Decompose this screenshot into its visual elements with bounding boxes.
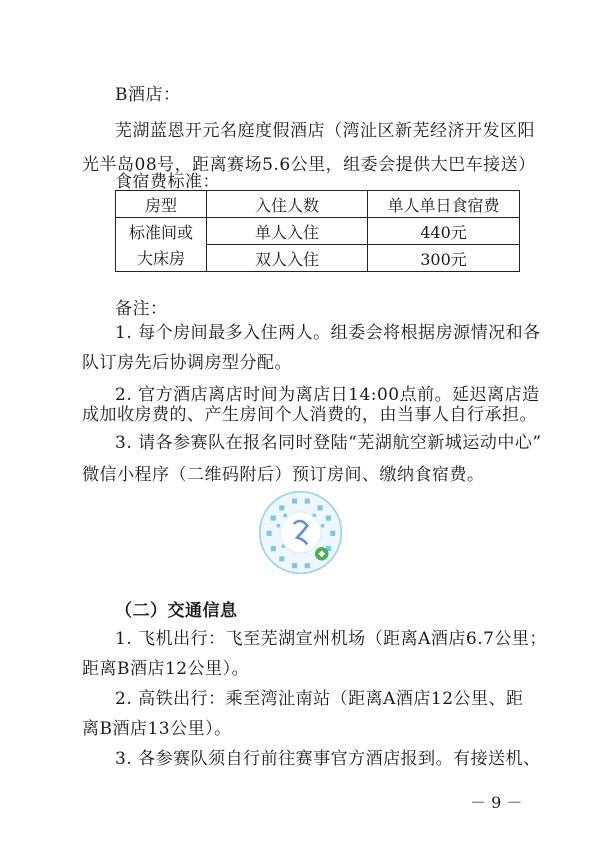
transport-3-line1: 3. 各参赛队须自行前往赛事官方酒店报到。有接送机、: [115, 749, 541, 769]
fee-table: [115, 190, 520, 272]
table-header-cell: 单人单日食宿费: [368, 191, 520, 218]
table-header-cell: 入住人数: [207, 191, 368, 218]
note-1-line1: 1. 每个房间最多入住两人。组委会将根据房源情况和各: [115, 323, 541, 343]
table-header-row: [116, 191, 520, 218]
occupancy-cell: 单人入住: [207, 218, 368, 245]
room-type-cell: 大床房: [116, 245, 207, 272]
occupancy-cell: 双人入住: [207, 245, 368, 272]
notes-label: 备注：: [115, 299, 168, 319]
table-header-cell: 房型: [116, 191, 207, 218]
note-2-line2: 成加收房费的、产生房间个人消费的，由当事人自行承担。: [82, 405, 537, 425]
room-type-cell: 标准间或: [116, 218, 207, 245]
fee-cell: 440元: [368, 218, 520, 245]
hotel-b-desc-line2: 光半岛08号，距离赛场5.6公里，组委会提供大巴车接送）: [82, 155, 536, 175]
transport-2-line1: 2. 高铁出行：乘至湾沚南站（距离A酒店12公里、距: [115, 689, 524, 709]
transport-1-line2: 距离B酒店12公里）。: [82, 659, 250, 679]
section-heading-transport: （二）交通信息: [115, 601, 238, 621]
note-3-line1: 3. 请各参赛队在报名同时登陆“芜湖航空新城运动中心”: [115, 433, 542, 453]
table-row: [116, 245, 520, 272]
fee-standard-label: 食宿费标准：: [115, 172, 220, 192]
transport-2-line2: 离B酒店13公里）。: [82, 719, 232, 739]
hotel-b-label: B酒店：: [115, 85, 181, 105]
note-2-line1: 2. 官方酒店离店时间为离店日14:00点前。延迟离店造: [115, 385, 540, 405]
note-1-line2: 队订房先后协调房型分配。: [82, 353, 292, 373]
hotel-b-desc-line1: 芜湖蓝恩开元名庭度假酒店（湾沚区新芜经济开发区阳: [115, 121, 535, 141]
table-row: [116, 218, 520, 245]
mini-program-qr-icon[interactable]: [258, 490, 343, 575]
note-3-line2: 微信小程序（二维码附后）预订房间、缴纳食宿费。: [82, 465, 485, 485]
page-number: － 9 －: [470, 793, 523, 812]
fee-cell: 300元: [368, 245, 520, 272]
transport-1-line1: 1. 飞机出行：飞至芜湖宣州机场（距离A酒店6.7公里；: [115, 629, 547, 649]
